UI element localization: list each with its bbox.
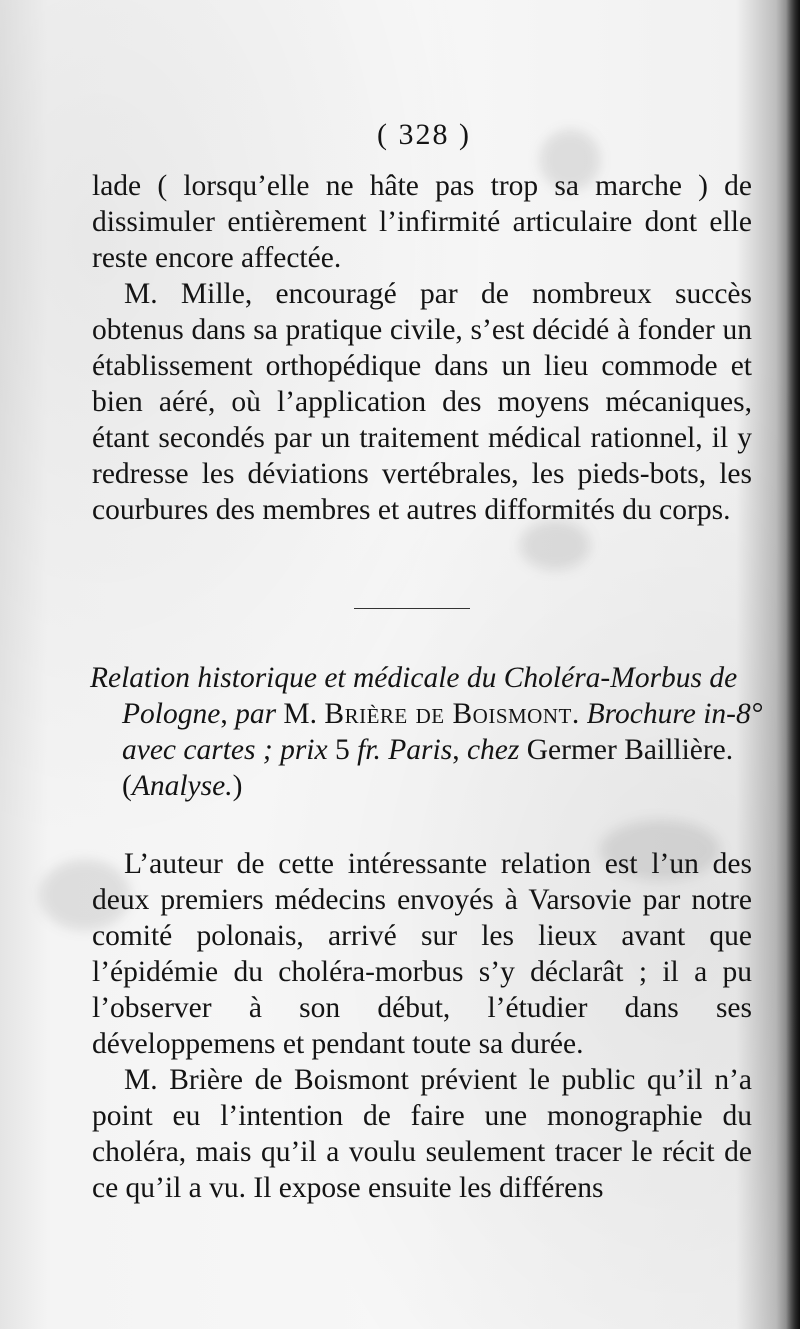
- citation-price-unit: fr.: [357, 734, 381, 766]
- section-divider: [354, 608, 470, 609]
- paragraph-mille: M. Mille, encouragé par de nombreux succès obtenus dans sa pratique civile, s’est décidé à fonder un établissement orthopédique dans un lieu commode et bien aéré, où l’application des moyens mécaniques, étant secondés par un traitement médical rationnel, il y redresse les déviations vertébrales, les pieds-bots, les courbures des membres et autres difformités du corps.: [92, 278, 752, 526]
- paragraph-auteur: L’auteur de cette intéressante relation est l’un des deux premiers médecins envoyés à Varsovie par notre comité polonais, arrivé sur les lieux avant que l’épidémie du choléra-morbus s’y déclarât ; il a pu l’observer à son début, l’étudier dans ses développemens et pendant toute sa durée.: [92, 848, 752, 1060]
- section-1-text: [92, 168, 752, 528]
- citation-par: par: [235, 698, 277, 730]
- citation-separator: .: [571, 698, 587, 730]
- citation-title: Relation historique et médicale du Choléra-Morbus de Pologne: [90, 662, 738, 730]
- section-2-text: [92, 846, 752, 1206]
- citation-publisher: Germer Baillière. (: [122, 734, 734, 802]
- page-number: ( 328 ): [377, 118, 471, 151]
- paragraph-briere: M. Brière de Boismont prévient le public qu’il n’a point eu l’intention de faire une monographie du choléra, mais qu’il a voulu seulement tracer le récit de ce qu’il a vu. Il expose ensuite les différens: [92, 1064, 752, 1204]
- citation-author: Brière de Boismont: [324, 698, 572, 730]
- citation-city: Paris: [388, 734, 453, 766]
- citation-chez: chez: [466, 734, 520, 766]
- citation-separator: ,: [220, 698, 236, 730]
- citation-format: Brochure in-8° avec cartes ; prix: [122, 698, 763, 766]
- citation-author-prefix: M.: [276, 698, 325, 730]
- citation-close: ): [232, 770, 243, 802]
- citation-separator: ,: [452, 734, 467, 766]
- book-citation: [90, 660, 786, 804]
- paragraph-continuation: lade ( lorsqu’elle ne hâte pas trop sa marche ) de dissimuler entièrement l’infirmité articulaire dont elle reste encore affectée.: [92, 170, 752, 274]
- citation-price-number: 5: [327, 734, 358, 766]
- citation-analyse: Analyse.: [131, 770, 233, 802]
